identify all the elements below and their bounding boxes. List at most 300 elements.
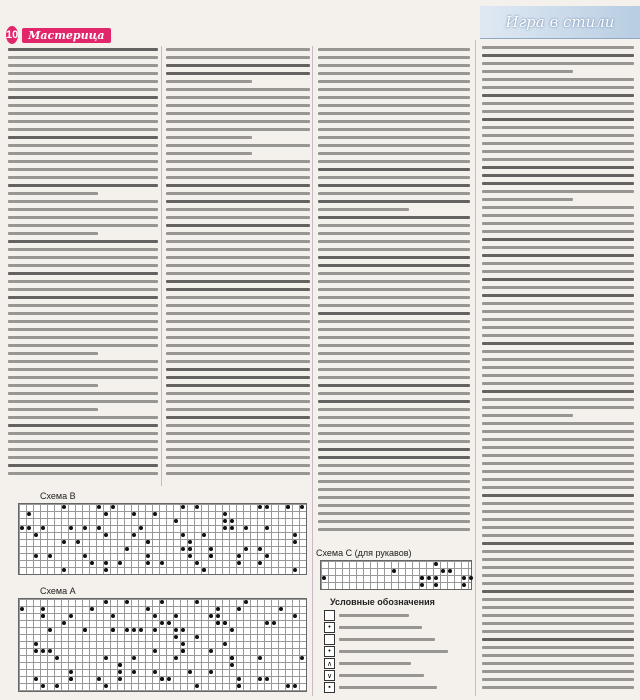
chart-symbol	[174, 614, 178, 618]
chart-symbol	[420, 576, 424, 580]
text-line	[482, 62, 634, 65]
chart-symbol	[132, 512, 136, 516]
text-line	[8, 288, 158, 291]
chart-symbol	[286, 505, 290, 509]
text-line	[482, 230, 634, 233]
text-line	[166, 376, 310, 379]
text-line	[318, 448, 470, 451]
text-line	[482, 46, 634, 49]
text-line	[318, 280, 470, 283]
text-line	[166, 264, 310, 267]
chart-symbol	[104, 684, 108, 688]
text-line	[318, 168, 470, 171]
text-line	[318, 456, 470, 459]
text-line	[482, 390, 634, 393]
chart-symbol	[62, 540, 66, 544]
legend-text-line	[339, 650, 448, 653]
text-line	[166, 424, 310, 427]
text-line	[166, 416, 310, 419]
text-line	[482, 438, 634, 441]
text-line	[8, 264, 158, 267]
chart-symbol	[223, 642, 227, 646]
text-line	[8, 328, 158, 331]
schema-a-grid	[18, 598, 307, 692]
chart-symbol	[216, 614, 220, 618]
chart-symbol	[174, 656, 178, 660]
chart-symbol	[125, 600, 129, 604]
text-line	[318, 488, 470, 491]
chart-symbol	[237, 554, 241, 558]
text-line	[166, 304, 310, 307]
chart-symbol	[181, 642, 185, 646]
legend-text-line	[339, 662, 411, 665]
chart-symbol	[41, 649, 45, 653]
text-line	[482, 262, 634, 265]
chart-symbol	[118, 561, 122, 565]
text-line	[166, 336, 310, 339]
text-line	[166, 96, 310, 99]
text-line	[166, 88, 310, 91]
legend-item	[324, 670, 424, 681]
text-line	[8, 352, 98, 355]
chart-symbol	[195, 635, 199, 639]
text-line	[482, 350, 634, 353]
text-line	[482, 206, 634, 209]
text-line	[8, 208, 158, 211]
chart-symbol	[188, 540, 192, 544]
chart-symbol	[265, 526, 269, 530]
chart-symbol	[462, 583, 466, 587]
text-line	[8, 384, 98, 387]
text-line	[318, 464, 470, 467]
chart-symbol	[146, 607, 150, 611]
masthead: Мастерица	[22, 28, 110, 43]
chart-symbol	[265, 621, 269, 625]
text-line	[482, 198, 573, 201]
chart-symbol	[34, 533, 38, 537]
text-line	[166, 224, 310, 227]
text-line	[482, 278, 634, 281]
chart-symbol	[216, 607, 220, 611]
chart-symbol	[209, 614, 213, 618]
chart-symbol	[202, 568, 206, 572]
text-line	[482, 110, 634, 113]
chart-symbol	[83, 526, 87, 530]
chart-symbol	[244, 600, 248, 604]
text-line	[166, 216, 310, 219]
text-line	[166, 176, 310, 179]
text-line	[482, 566, 634, 569]
text-line	[482, 326, 634, 329]
chart-symbol	[293, 614, 297, 618]
chart-symbol	[118, 677, 122, 681]
chart-symbol	[55, 656, 59, 660]
text-line	[8, 280, 158, 283]
chart-symbol	[41, 614, 45, 618]
text-line	[166, 248, 310, 251]
chart-symbol	[111, 628, 115, 632]
text-line	[166, 344, 310, 347]
text-line	[482, 614, 634, 617]
text-column-4	[482, 46, 634, 694]
text-line	[8, 64, 158, 67]
text-line	[166, 152, 252, 155]
text-line	[482, 550, 634, 553]
chart-symbol	[20, 526, 24, 530]
chart-symbol	[69, 677, 73, 681]
chart-symbol	[230, 526, 234, 530]
text-line	[482, 254, 634, 257]
text-line	[318, 256, 470, 259]
text-line	[8, 376, 158, 379]
text-line	[166, 256, 310, 259]
text-line	[482, 470, 634, 473]
text-line	[166, 144, 310, 147]
text-line	[482, 526, 634, 529]
text-line	[318, 232, 470, 235]
text-line	[482, 670, 634, 673]
chart-symbol	[160, 677, 164, 681]
chart-symbol	[20, 607, 24, 611]
chart-symbol	[469, 576, 473, 580]
text-line	[482, 382, 634, 385]
text-line	[166, 112, 310, 115]
chart-symbol	[223, 519, 227, 523]
text-line	[318, 264, 470, 267]
chart-symbol	[434, 583, 438, 587]
text-line	[8, 368, 158, 371]
chart-symbol	[237, 561, 241, 565]
text-line	[8, 272, 158, 275]
text-line	[318, 352, 470, 355]
text-line	[482, 478, 634, 481]
text-line	[166, 48, 310, 51]
chart-symbol	[118, 663, 122, 667]
text-line	[8, 112, 158, 115]
chart-symbol	[279, 607, 283, 611]
text-line	[166, 64, 310, 67]
chart-symbol	[181, 628, 185, 632]
legend-item	[324, 682, 437, 693]
text-line	[482, 534, 634, 537]
chart-symbol	[34, 554, 38, 558]
text-line	[8, 464, 158, 467]
text-line	[166, 136, 252, 139]
text-line	[166, 312, 310, 315]
chart-symbol	[237, 677, 241, 681]
chart-symbol	[265, 554, 269, 558]
text-line	[166, 472, 310, 475]
text-line	[166, 104, 310, 107]
chart-symbol	[258, 561, 262, 565]
text-line	[166, 432, 310, 435]
chart-symbol	[174, 635, 178, 639]
chart-symbol	[69, 526, 73, 530]
text-line	[318, 480, 470, 483]
chart-symbol	[188, 554, 192, 558]
chart-symbol	[41, 526, 45, 530]
text-line	[8, 152, 158, 155]
text-line	[166, 352, 310, 355]
chart-symbol	[48, 554, 52, 558]
chart-symbol	[34, 649, 38, 653]
text-line	[482, 582, 634, 585]
legend-text-line	[339, 674, 424, 677]
text-line	[482, 574, 634, 577]
chart-symbol	[90, 561, 94, 565]
schema-b-grid	[18, 503, 307, 575]
chart-symbol	[230, 519, 234, 523]
schema-a-title: Схема А	[40, 586, 76, 596]
text-line	[482, 502, 634, 505]
text-line	[8, 128, 158, 131]
chart-symbol	[34, 677, 38, 681]
text-line	[482, 286, 634, 289]
text-line	[166, 208, 310, 211]
text-line	[8, 240, 158, 243]
text-line	[166, 288, 310, 291]
text-line	[166, 72, 310, 75]
chart-symbol	[237, 607, 241, 611]
text-line	[318, 184, 470, 187]
chart-symbol	[244, 526, 248, 530]
text-line	[166, 184, 310, 187]
text-line	[8, 408, 98, 411]
chart-symbol	[27, 526, 31, 530]
text-column-3	[318, 48, 470, 536]
chart-symbol	[62, 621, 66, 625]
text-line	[482, 126, 634, 129]
text-line	[318, 528, 470, 531]
text-line	[482, 334, 634, 337]
chart-symbol	[69, 614, 73, 618]
text-line	[482, 518, 634, 521]
chart-symbol	[104, 561, 108, 565]
text-line	[318, 216, 470, 219]
chart-symbol	[55, 684, 59, 688]
text-line	[318, 248, 470, 251]
text-line	[8, 136, 158, 139]
text-line	[8, 336, 158, 339]
chart-symbol	[441, 569, 445, 573]
text-line	[8, 432, 158, 435]
chart-symbol	[69, 670, 73, 674]
chart-symbol	[462, 576, 466, 580]
text-line	[8, 424, 158, 427]
text-line	[8, 296, 158, 299]
text-line	[166, 160, 310, 163]
text-line	[482, 430, 634, 433]
text-line	[482, 94, 634, 97]
text-line	[482, 214, 634, 217]
text-line	[318, 472, 470, 475]
text-line	[482, 446, 634, 449]
text-line	[166, 400, 310, 403]
chart-symbol	[258, 677, 262, 681]
chart-symbol	[132, 656, 136, 660]
text-line	[482, 302, 634, 305]
text-line	[482, 366, 634, 369]
chart-symbol	[230, 656, 234, 660]
chart-symbol	[293, 540, 297, 544]
chart-symbol	[104, 600, 108, 604]
chart-symbol	[83, 554, 87, 558]
chart-symbol	[146, 554, 150, 558]
text-line	[318, 312, 470, 315]
chart-symbol	[293, 533, 297, 537]
text-line	[318, 160, 470, 163]
text-line	[8, 192, 98, 195]
chart-symbol	[104, 568, 108, 572]
text-line	[482, 158, 634, 161]
text-line	[8, 200, 158, 203]
text-line	[318, 120, 470, 123]
text-line	[8, 440, 158, 443]
chart-symbol	[48, 628, 52, 632]
text-line	[482, 54, 634, 57]
text-line	[8, 448, 158, 451]
chart-symbol	[300, 505, 304, 509]
text-line	[482, 310, 634, 313]
text-line	[482, 646, 634, 649]
legend-title: Условные обозначения	[330, 597, 435, 607]
text-line	[318, 408, 470, 411]
text-line	[318, 328, 470, 331]
chart-symbol	[132, 533, 136, 537]
text-line	[166, 128, 310, 131]
chart-symbol	[188, 547, 192, 551]
chart-symbol	[230, 628, 234, 632]
chart-symbol	[286, 684, 290, 688]
section-banner	[480, 6, 640, 39]
chart-symbol	[76, 540, 80, 544]
text-line	[482, 486, 634, 489]
legend-symbol: ▪	[324, 682, 335, 693]
chart-symbol	[244, 547, 248, 551]
chart-symbol	[111, 614, 115, 618]
text-line	[482, 142, 634, 145]
legend-item	[324, 622, 422, 633]
text-line	[318, 432, 470, 435]
text-line	[318, 336, 470, 339]
chart-symbol	[153, 649, 157, 653]
text-line	[482, 222, 634, 225]
text-column-1	[8, 48, 158, 480]
text-line	[318, 240, 470, 243]
text-line	[482, 622, 634, 625]
text-line	[166, 360, 310, 363]
text-line	[318, 88, 470, 91]
text-line	[482, 294, 634, 297]
text-line	[8, 216, 158, 219]
text-line	[318, 104, 470, 107]
page-number: 10	[6, 26, 18, 44]
chart-symbol	[153, 628, 157, 632]
text-column-2	[166, 48, 310, 480]
text-line	[8, 48, 158, 51]
legend-symbol	[324, 610, 335, 621]
chart-symbol	[223, 512, 227, 516]
chart-symbol	[48, 649, 52, 653]
schema-c-title: Схема С (для рукавов)	[316, 548, 412, 558]
text-line	[482, 174, 634, 177]
legend-item	[324, 634, 435, 645]
text-line	[318, 152, 470, 155]
text-line	[482, 118, 634, 121]
legend-text-line	[339, 614, 409, 617]
legend-text-line	[339, 626, 422, 629]
text-line	[318, 48, 470, 51]
chart-symbol	[258, 505, 262, 509]
chart-symbol	[41, 684, 45, 688]
text-line	[482, 510, 634, 513]
text-line	[318, 512, 470, 515]
chart-symbol	[188, 670, 192, 674]
text-line	[318, 344, 470, 347]
text-line	[8, 224, 158, 227]
text-line	[318, 112, 470, 115]
text-line	[318, 360, 470, 363]
text-line	[482, 238, 634, 241]
text-line	[166, 232, 310, 235]
chart-symbol	[104, 533, 108, 537]
legend-symbol: •	[324, 646, 335, 657]
text-line	[318, 496, 470, 499]
text-line	[318, 64, 470, 67]
schema-b-title: Схема В	[40, 491, 76, 501]
chart-symbol	[174, 519, 178, 523]
text-line	[8, 320, 158, 323]
text-line	[318, 56, 470, 59]
legend-symbol: ∨	[324, 670, 335, 681]
text-line	[482, 686, 634, 689]
chart-symbol	[209, 554, 213, 558]
legend-item	[324, 610, 409, 621]
text-line	[318, 384, 470, 387]
chart-symbol	[427, 576, 431, 580]
text-line	[166, 464, 310, 467]
text-line	[8, 456, 158, 459]
text-line	[482, 494, 634, 497]
chart-symbol	[153, 512, 157, 516]
text-line	[318, 392, 470, 395]
chart-symbol	[125, 547, 129, 551]
chart-symbol	[111, 505, 115, 509]
text-line	[318, 272, 470, 275]
text-line	[8, 416, 158, 419]
chart-symbol	[195, 561, 199, 565]
text-line	[8, 56, 158, 59]
text-line	[8, 184, 158, 187]
legend-item	[324, 646, 448, 657]
chart-symbol	[27, 512, 31, 516]
text-line	[8, 96, 158, 99]
text-line	[482, 102, 634, 105]
chart-symbol	[153, 614, 157, 618]
chart-symbol	[392, 569, 396, 573]
chart-symbol	[41, 607, 45, 611]
text-line	[318, 504, 470, 507]
text-line	[8, 360, 158, 363]
text-line	[318, 320, 470, 323]
text-line	[166, 440, 310, 443]
chart-symbol	[195, 600, 199, 604]
text-line	[318, 72, 470, 75]
text-line	[8, 312, 158, 315]
text-line	[8, 304, 158, 307]
chart-symbol	[90, 607, 94, 611]
text-line	[318, 440, 470, 443]
